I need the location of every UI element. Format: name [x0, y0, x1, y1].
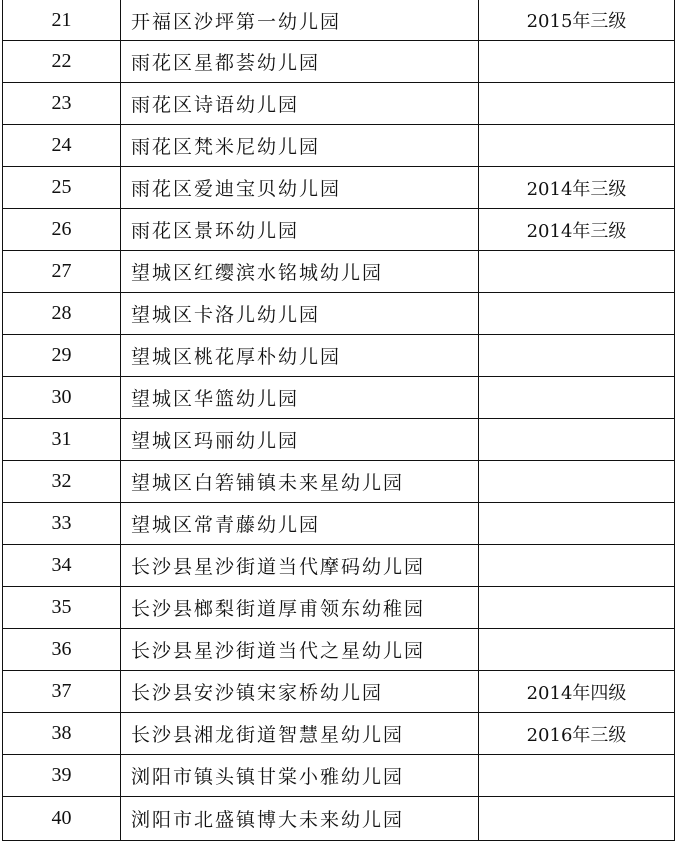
table-row [3, 377, 675, 419]
table-body [3, 0, 675, 841]
table-row [3, 251, 675, 293]
kindergarten-name: 雨花区景环幼儿园 [121, 209, 479, 251]
row-number: 29 [3, 335, 121, 377]
table-row [3, 0, 675, 41]
grade-level: 2014年四级 [479, 671, 675, 713]
kindergarten-name: 雨花区诗语幼儿园 [121, 83, 479, 125]
kindergarten-name: 浏阳市镇头镇甘棠小雅幼儿园 [121, 755, 479, 797]
grade-level: 2015年三级 [479, 0, 675, 41]
table-row [3, 293, 675, 335]
kindergarten-name: 雨花区梵米尼幼儿园 [121, 125, 479, 167]
kindergarten-name: 望城区玛丽幼儿园 [121, 419, 479, 461]
table-row [3, 629, 675, 671]
table-row [3, 209, 675, 251]
row-number: 23 [3, 83, 121, 125]
grade-level [479, 125, 675, 167]
table-row [3, 125, 675, 167]
grade-level [479, 629, 675, 671]
table-row [3, 587, 675, 629]
table-row [3, 83, 675, 125]
kindergarten-name: 望城区华篮幼儿园 [121, 377, 479, 419]
row-number: 33 [3, 503, 121, 545]
kindergarten-name: 长沙县星沙街道当代之星幼儿园 [121, 629, 479, 671]
row-number: 27 [3, 251, 121, 293]
kindergarten-name: 浏阳市北盛镇博大未来幼儿园 [121, 797, 479, 841]
row-number: 39 [3, 755, 121, 797]
grade-level [479, 587, 675, 629]
grade-level [479, 377, 675, 419]
kindergarten-name: 长沙县安沙镇宋家桥幼儿园 [121, 671, 479, 713]
grade-level [479, 503, 675, 545]
row-number: 21 [3, 0, 121, 41]
grade-level [479, 335, 675, 377]
grade-level [479, 41, 675, 83]
grade-level [479, 83, 675, 125]
kindergarten-name: 长沙县榔梨街道厚甫领东幼稚园 [121, 587, 479, 629]
grade-level: 2014年三级 [479, 209, 675, 251]
table-row [3, 545, 675, 587]
row-number: 34 [3, 545, 121, 587]
row-number: 24 [3, 125, 121, 167]
row-number: 26 [3, 209, 121, 251]
table-row [3, 419, 675, 461]
row-number: 28 [3, 293, 121, 335]
kindergarten-name: 望城区常青藤幼儿园 [121, 503, 479, 545]
table-row [3, 167, 675, 209]
table-row [3, 461, 675, 503]
grade-level [479, 797, 675, 841]
table-row [3, 755, 675, 797]
kindergarten-name: 望城区桃花厚朴幼儿园 [121, 335, 479, 377]
grade-level [479, 755, 675, 797]
table-row [3, 335, 675, 377]
grade-level: 2014年三级 [479, 167, 675, 209]
kindergarten-name: 长沙县湘龙街道智慧星幼儿园 [121, 713, 479, 755]
table-row [3, 713, 675, 755]
kindergarten-table [2, 0, 675, 841]
table-row [3, 671, 675, 713]
row-number: 31 [3, 419, 121, 461]
grade-level [479, 419, 675, 461]
row-number: 38 [3, 713, 121, 755]
kindergarten-name: 雨花区爱迪宝贝幼儿园 [121, 167, 479, 209]
row-number: 22 [3, 41, 121, 83]
table-row [3, 503, 675, 545]
grade-level [479, 461, 675, 503]
kindergarten-name: 雨花区星都荟幼儿园 [121, 41, 479, 83]
grade-level: 2016年三级 [479, 713, 675, 755]
kindergarten-name: 望城区卡洛儿幼儿园 [121, 293, 479, 335]
table-row [3, 41, 675, 83]
grade-level [479, 251, 675, 293]
kindergarten-name: 长沙县星沙街道当代摩码幼儿园 [121, 545, 479, 587]
grade-level [479, 293, 675, 335]
kindergarten-name: 开福区沙坪第一幼儿园 [121, 0, 479, 41]
row-number: 32 [3, 461, 121, 503]
row-number: 25 [3, 167, 121, 209]
row-number: 36 [3, 629, 121, 671]
grade-level [479, 545, 675, 587]
table-row [3, 797, 675, 841]
kindergarten-name: 望城区白箬铺镇未来星幼儿园 [121, 461, 479, 503]
row-number: 40 [3, 797, 121, 841]
row-number: 35 [3, 587, 121, 629]
kindergarten-name: 望城区红缨滨水铭城幼儿园 [121, 251, 479, 293]
row-number: 37 [3, 671, 121, 713]
row-number: 30 [3, 377, 121, 419]
